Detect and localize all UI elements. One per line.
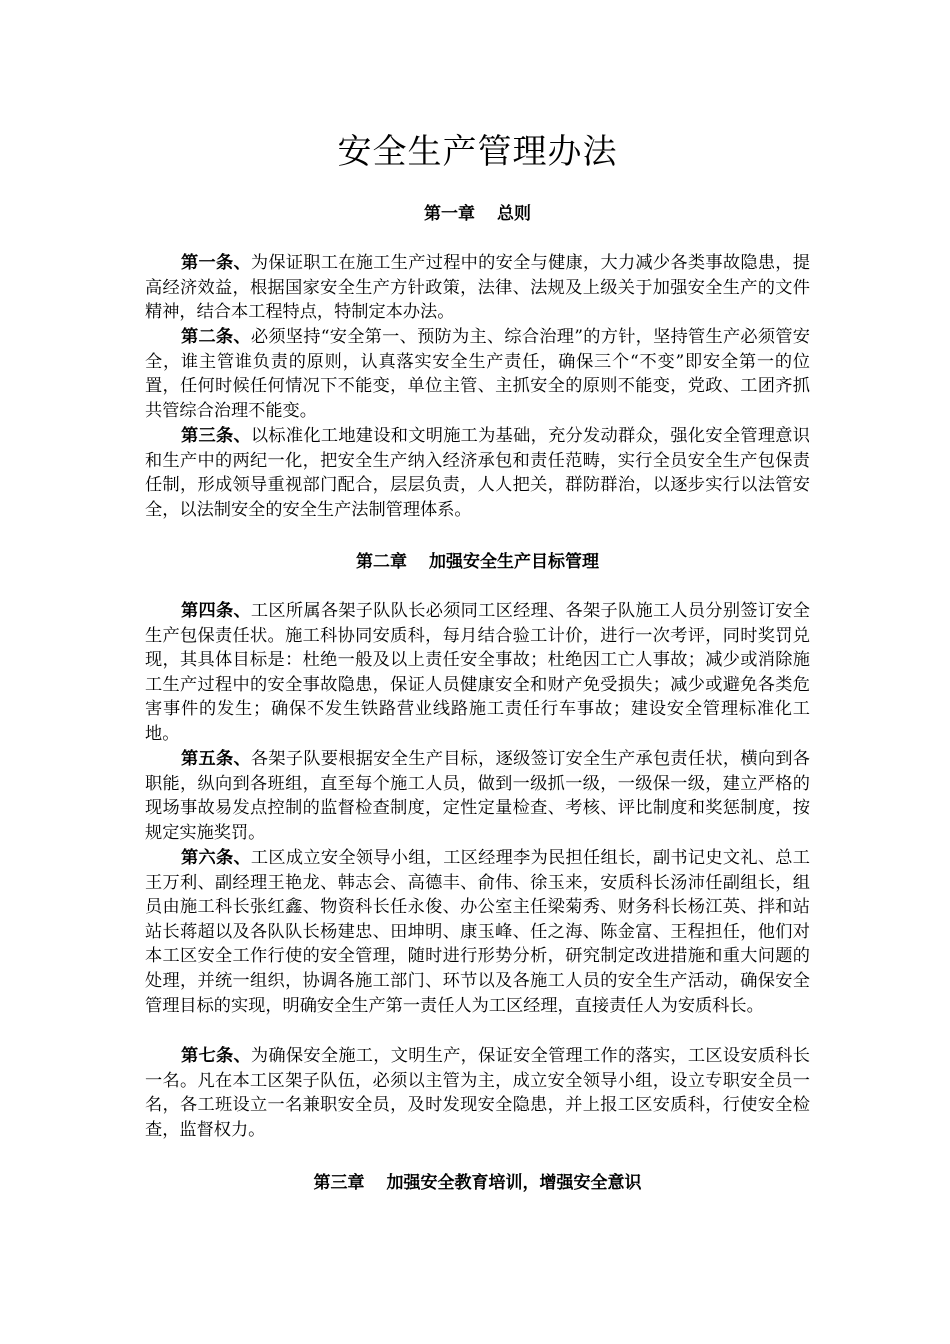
article-text: 为保证职工在施工生产过程中的安全与健康，大力减少各类事故隐患，提高经济效益，根据国家安全生产方针政策，法律、法规及上级关于加强安全生产的文件精神，结合本工程特点，特制定本办法。 [145, 253, 810, 323]
article-text: 必须坚持“安全第一、预防为主、综合治理”的方针，坚持管生产必须管安全，谁主管谁负责的原则，认真落实安全生产责任，确保三个“不变”即安全第一的位置，任何时候任何情况下不能变，单位主管、主抓安全的原则不能变，党政、工团齐抓共管综合治理不能变。 [145, 327, 810, 421]
article-paragraph [145, 747, 810, 845]
article-paragraph [145, 1044, 810, 1142]
article-text: 为确保安全施工，文明生产，保证安全管理工作的落实，工区设安质科长一名。凡在本工区架子队伍，必须以主管为主，成立安全领导小组，设立专职安全员一名，各工班设立一名兼职安全员，及时发现安全隐患，并上报工区安质科，行使安全检查，监督权力。 [145, 1046, 810, 1140]
chapter-name: 总则 [497, 204, 531, 224]
article-paragraph [145, 599, 810, 747]
article-paragraph [145, 325, 810, 423]
chapter-number: 第三章 [313, 1173, 365, 1193]
article-text: 工区所属各架子队队长必须同工区经理、各架子队施工人员分别签订安全生产包保责任状。施工科协同安质科，每月结合验工计价，进行一次考评，同时奖罚兑现，其具体目标是：杜绝一般及以上责任安全事故；杜绝因工亡人事故；减少或消除施工生产过程中的安全事故隐患，保证人员健康安全和财产免受损失；减少或避免各类危害事件的发生；确保不发生铁路营业线路施工责任行车事故；建设安全管理标准化工地。 [145, 601, 810, 744]
chapter-heading [145, 202, 810, 226]
chapter-number: 第一章 [424, 204, 475, 224]
chapter-heading [145, 550, 810, 574]
article-label: 第七条、 [181, 1046, 251, 1066]
article-label: 第一条、 [181, 253, 251, 273]
chapter-name: 加强安全生产目标管理 [429, 552, 599, 572]
chapter-heading [145, 1171, 810, 1195]
article-paragraph [145, 846, 810, 1018]
chapter-name: 加强安全教育培训，增强安全意识 [386, 1173, 642, 1193]
chapter-number: 第二章 [356, 552, 407, 572]
article-text: 以标准化工地建设和文明施工为基础，充分发动群众，强化安全管理意识和生产中的两纪一化，把安全生产纳入经济承包和责任范畴，实行全员安全生产包保责任制，形成领导重视部门配合，层层负责，人人把关，群防群治，以逐步实行以法管安全，以法制安全的安全生产法制管理体系。 [145, 426, 810, 520]
article-label: 第三条、 [181, 426, 251, 446]
article-label: 第五条、 [181, 749, 251, 769]
document-title: 安全生产管理办法 [337, 132, 618, 172]
article-paragraph [145, 251, 810, 325]
article-text: 工区成立安全领导小组，工区经理李为民担任组长，副书记史文礼、总工王万利、副经理王艳龙、韩志会、高德丰、俞伟、徐玉来，安质科长汤沛任副组长，组员由施工科长张红鑫、物资科长任永俊、办公室主任梁菊秀、财务科长杨江英、拌和站站长蒋超以及各队队长杨建忠、田坤明、康玉峰、任之海、陈金富、王程担任，他们对本工区安全工作行使的安全管理，随时进行形势分析，研究制定改进措施和重大问题的处理，并统一组织，协调各施工部门、环节以及各施工人员的安全生产活动，确保安全管理目标的实现，明确安全生产第一责任人为工区经理，直接责任人为安质科长。 [145, 848, 810, 1016]
article-text: 各架子队要根据安全生产目标，逐级签订安全生产承包责任状，横向到各职能，纵向到各班组，直至每个施工人员，做到一级抓一级，一级保一级，建立严格的现场事故易发点控制的监督检查制度，定性定量检查、考核、评比制度和奖惩制度，按规定实施奖罚。 [145, 749, 810, 843]
article-label: 第四条、 [181, 601, 251, 621]
article-paragraph [145, 424, 810, 522]
article-label: 第二条、 [181, 327, 251, 347]
article-label: 第六条、 [181, 848, 251, 868]
